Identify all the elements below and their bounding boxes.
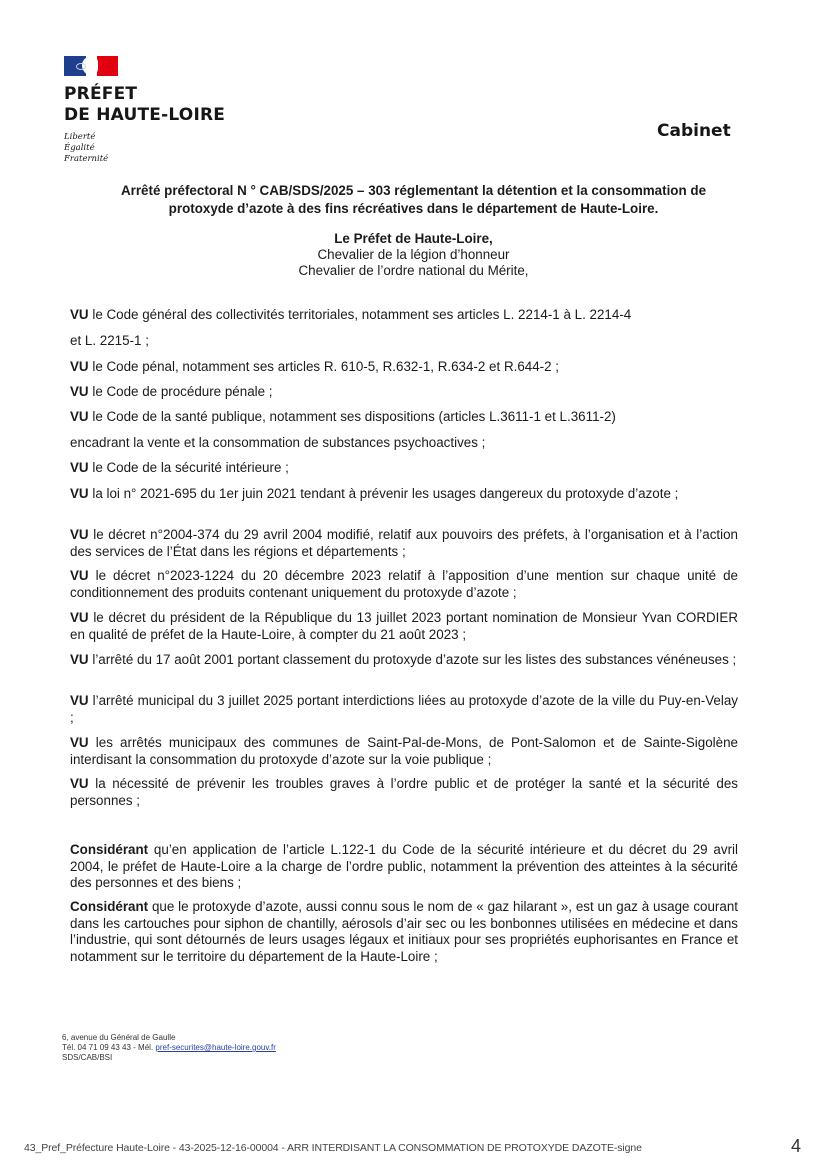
vu-text: le Code pénal, notamment ses articles R. 610-5, R.632-1, R.634-2 et R.644-2 ; xyxy=(92,359,560,374)
vu-item xyxy=(70,359,738,376)
vu-lead: VU xyxy=(70,409,89,424)
vu-text: le Code de la santé publique, notamment ses dispositions (articles L.3611-1 et L.3611-2) xyxy=(92,409,616,424)
vu-item xyxy=(70,527,738,560)
title-line-2: protoxyde d’azote à des fins récréatives dans le département de Haute-Loire. xyxy=(168,201,659,216)
vu-item xyxy=(70,307,738,324)
institution-line-1: PRÉFET xyxy=(64,84,138,104)
vu-item-continuation xyxy=(70,333,738,350)
vu-lead: VU xyxy=(70,693,89,708)
considerant-item xyxy=(70,842,738,892)
vu-lead: VU xyxy=(70,776,89,791)
vu-text: encadrant la vente et la consommation de substances psychoactives ; xyxy=(70,435,486,450)
vu-item xyxy=(70,693,738,726)
motto-fraternite: Fraternité xyxy=(64,154,109,164)
considerant-lead: Considérant xyxy=(70,899,149,914)
motto-liberte: Liberté xyxy=(64,132,96,142)
footer-filename: 43_Pref_Préfecture Haute-Loire - 43-2025-12-16-00004 - ARR INTERDISANT LA CONSOMMATION DE PROTOXYDE DAZOTE-signe xyxy=(24,1142,642,1154)
vu-item xyxy=(70,409,738,426)
vu-item xyxy=(70,652,738,669)
institution-line-2: DE HAUTE-LOIRE xyxy=(64,105,226,125)
vu-item xyxy=(70,486,738,503)
page-number: 4 xyxy=(791,1136,802,1156)
considerant-lead: Considérant xyxy=(70,842,149,857)
document-title xyxy=(60,182,767,218)
vu-text: la nécessité de prévenir les troubles graves à l’ordre public et de protéger la santé et la sécurité des personnes ; xyxy=(70,776,738,808)
vu-item xyxy=(70,460,738,477)
title-line-1: Arrêté préfectoral N ° CAB/SDS/2025 – 303 réglementant la détention et la consommation de xyxy=(120,183,707,198)
vu-lead: VU xyxy=(70,610,89,625)
prefecture-logo xyxy=(64,56,225,165)
considerant-text: qu’en application de l’article L.122-1 du Code de la sécurité intérieure et du décret du 29 avril 2004, le préfet de Haute-Loire a la charge de l’ordre public, notamment la prévention des atteintes à la sécurité des personnes et des biens ; xyxy=(70,842,738,890)
vu-text: le Code de procédure pénale ; xyxy=(92,384,273,399)
vu-text: le Code général des collectivités territoriales, notamment ses articles L. 2214-1 à L. 2214-4 xyxy=(92,307,632,322)
vu-lead: VU xyxy=(70,384,89,399)
vu-item xyxy=(70,735,738,768)
prefect-honor-2: Chevalier de l’ordre national du Mérite, xyxy=(298,263,529,278)
vu-item xyxy=(70,776,738,809)
vu-item xyxy=(70,568,738,601)
address-reference: SDS/CAB/BSI xyxy=(62,1053,113,1062)
republic-motto xyxy=(64,132,225,165)
vu-lead: VU xyxy=(70,460,89,475)
address-phone: Tél. 04 71 09 43 43 - Mél. xyxy=(62,1043,154,1052)
vu-text: le décret du président de la République du 13 juillet 2023 portant nomination de Monsieur Yvan CORDIER en qualité de préfet de la Haute-Loire, à compter du 21 août 2023 ; xyxy=(70,610,738,642)
prefect-block xyxy=(60,231,767,279)
vu-lead: VU xyxy=(70,652,89,667)
vu-text: l’arrêté municipal du 3 juillet 2025 portant interdictions liées au protoxyde d’azote de la ville du Puy-en-Velay ; xyxy=(70,693,738,725)
vu-text: l’arrêté du 17 août 2001 portant classement du protoxyde d’azote sur les listes des substances vénéneuses ; xyxy=(92,652,737,667)
motto-egalite: Égalité xyxy=(64,143,95,153)
vu-lead: VU xyxy=(70,359,89,374)
vu-item-continuation xyxy=(70,435,738,452)
institution-name xyxy=(64,84,225,126)
prefecture-address xyxy=(62,1033,276,1063)
vu-text: le Code de la sécurité intérieure ; xyxy=(92,460,289,475)
considerant-item xyxy=(70,899,738,965)
vu-text: les arrêtés municipaux des communes de Saint-Pal-de-Mons, de Pont-Salomon et de Sainte-Sigolène interdisant la consommation du protoxyde d’azote sur la voie publique ; xyxy=(70,735,738,767)
vu-item xyxy=(70,610,738,643)
vu-text: le décret n°2004-374 du 29 avril 2004 modifié, relatif aux pouvoirs des préfets, à l’organisation et à l’action des services de l’État dans les régions et départements ; xyxy=(70,527,738,559)
marianne-flag-icon xyxy=(64,56,118,76)
vu-text: et L. 2215-1 ; xyxy=(70,333,149,348)
vu-text: le décret n°2023-1224 du 20 décembre 2023 relatif à l’apposition d’une mention sur chaque unité de conditionnement des produits contenant uniquement du protoxyde d’azote ; xyxy=(70,568,738,600)
service-name: Cabinet xyxy=(657,121,731,141)
vu-lead: VU xyxy=(70,307,89,322)
address-email-link[interactable]: pref-securites@haute-loire.gouv.fr xyxy=(155,1043,276,1052)
vu-lead: VU xyxy=(70,568,89,583)
considerant-text: que le protoxyde d’azote, aussi connu sous le nom de « gaz hilarant », est un gaz à usage courant dans les cartouches pour siphon de chantilly, aérosols d’air sec ou les bonbonnes utilisées en médecine et dans l’industrie, qui sont détournés de leurs usages légaux et initiaux pour ses propriétés euphorisantes en France et notamment sur le territoire du département de la Haute-Loire ; xyxy=(70,899,738,964)
vu-lead: VU xyxy=(70,486,89,501)
vu-item xyxy=(70,384,738,401)
vu-lead: VU xyxy=(70,527,89,542)
prefect-name: Le Préfet de Haute-Loire, xyxy=(334,231,493,246)
vu-lead: VU xyxy=(70,735,89,750)
prefect-honor-1: Chevalier de la légion d’honneur xyxy=(317,247,510,262)
address-street: 6, avenue du Général de Gaulle xyxy=(62,1033,176,1042)
vu-text: la loi n° 2021-695 du 1er juin 2021 tendant à prévenir les usages dangereux du protoxyde d’azote ; xyxy=(92,486,679,501)
